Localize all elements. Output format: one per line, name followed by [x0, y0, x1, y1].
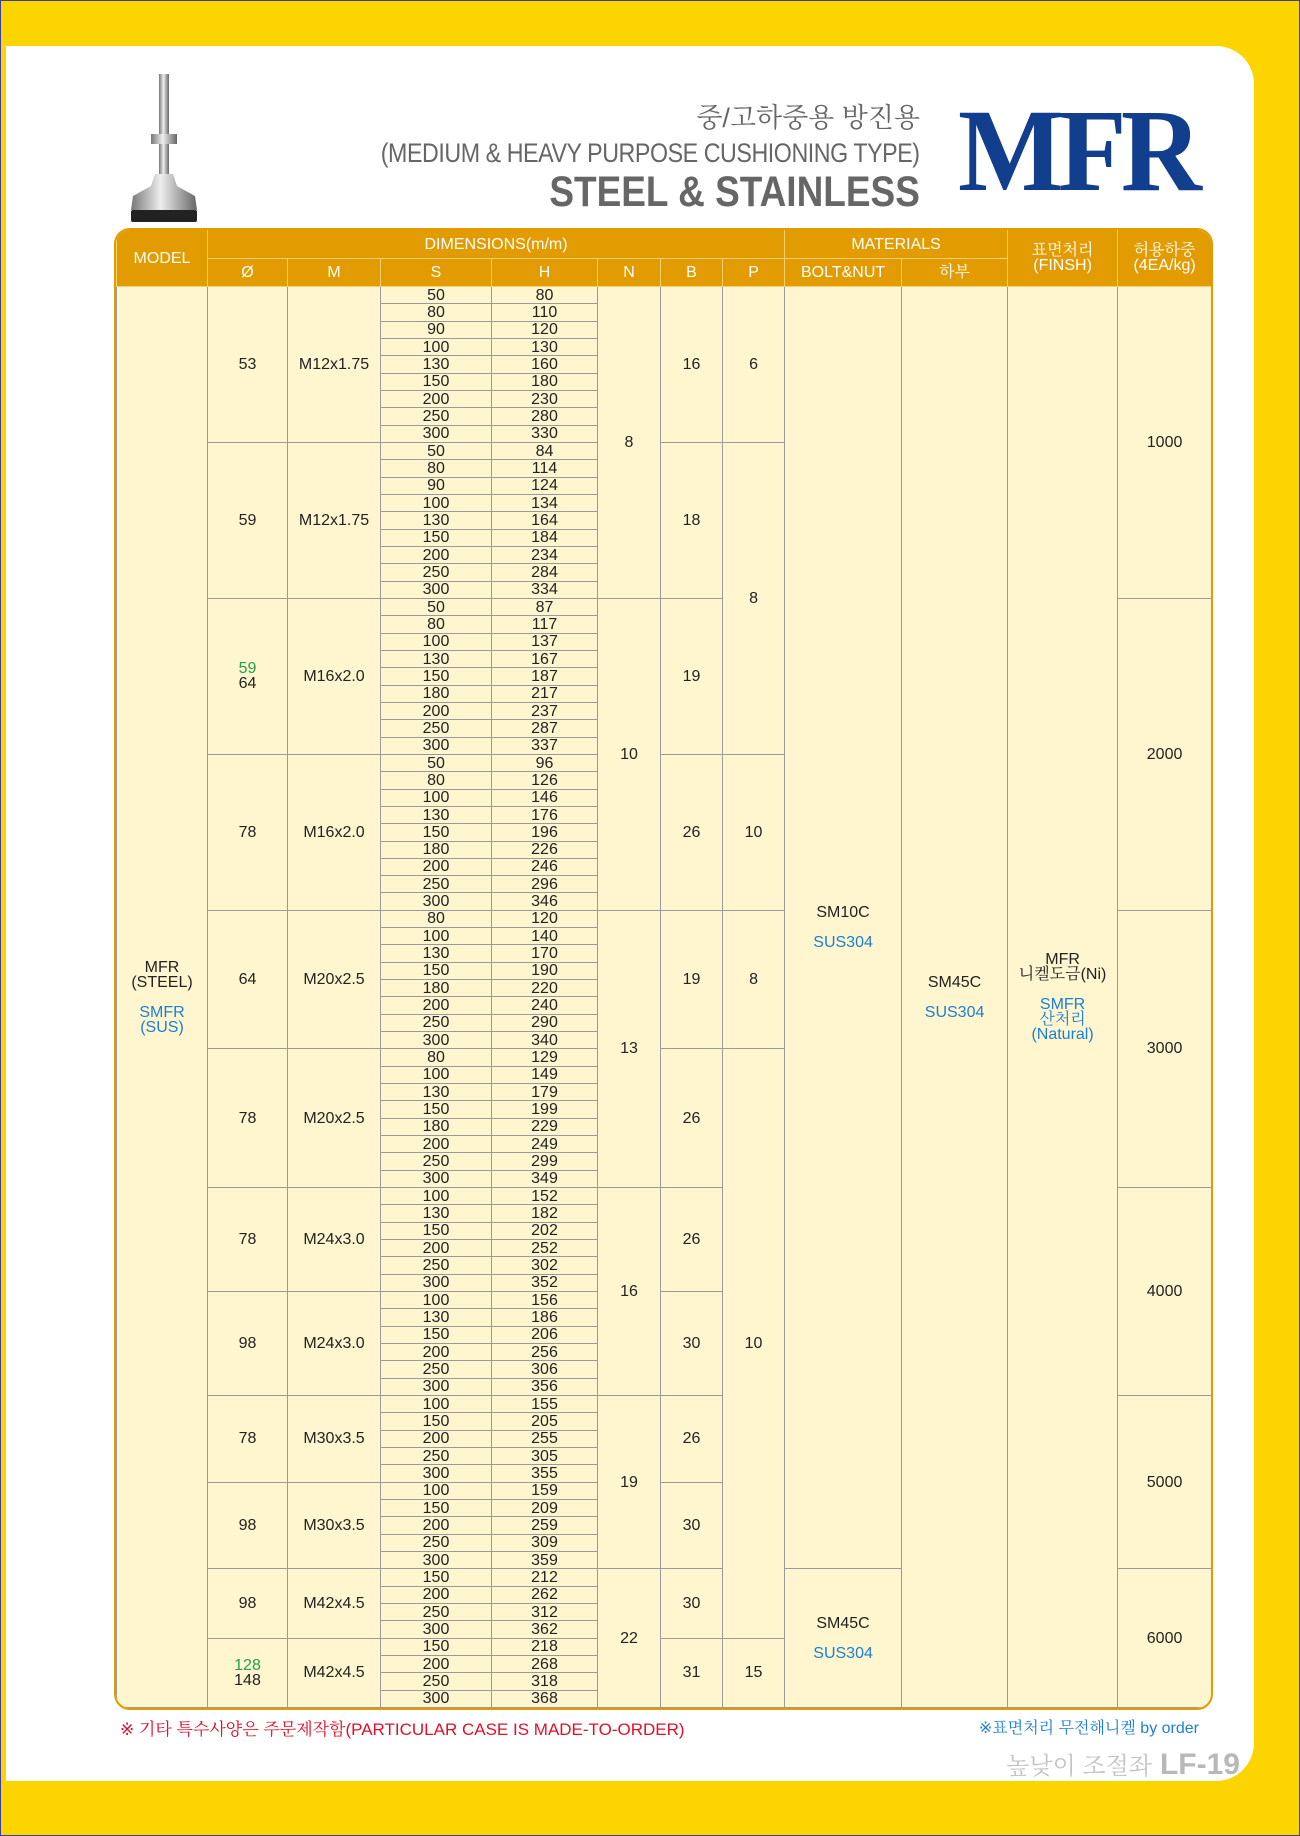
h-cell: 129 [492, 1049, 598, 1066]
header-n: N [598, 259, 661, 287]
s-cell: 80 [381, 910, 492, 927]
s-cell: 250 [381, 720, 492, 737]
s-cell: 150 [381, 1499, 492, 1516]
s-cell: 100 [381, 1066, 492, 1083]
h-cell: 306 [492, 1361, 598, 1378]
s-cell: 200 [381, 997, 492, 1014]
spec-table-container [114, 228, 1213, 1710]
h-cell: 226 [492, 841, 598, 858]
header-dimensions: DIMENSIONS(m/m) [208, 230, 785, 259]
s-cell: 200 [381, 546, 492, 563]
s-cell: 150 [381, 668, 492, 685]
s-cell: 300 [381, 1690, 492, 1707]
thread-cell: M20x2.5 [288, 1049, 381, 1188]
s-cell: 200 [381, 702, 492, 719]
s-cell: 150 [381, 1638, 492, 1655]
h-cell: 212 [492, 1569, 598, 1586]
h-cell: 346 [492, 893, 598, 910]
b-cell: 26 [661, 1396, 723, 1483]
model-sus-sub: (SUS) [140, 1018, 184, 1036]
h-cell: 309 [492, 1534, 598, 1551]
s-cell: 180 [381, 980, 492, 997]
finish-cell [1008, 287, 1118, 1708]
header-load: 허용하중 (4EA/kg) [1118, 230, 1212, 287]
leveling-foot-icon [125, 74, 205, 224]
h-cell: 340 [492, 1032, 598, 1049]
s-cell: 130 [381, 356, 492, 373]
h-cell: 120 [492, 321, 598, 338]
s-cell: 300 [381, 581, 492, 598]
s-cell: 300 [381, 1170, 492, 1187]
finish-sus-sub: 산처리 [1039, 1011, 1086, 1028]
b-cell: 30 [661, 1482, 723, 1569]
s-cell: 150 [381, 962, 492, 979]
diameter-cell [208, 1482, 288, 1569]
s-cell: 300 [381, 1621, 492, 1638]
header-finish: 표면처리 (FINSH) [1008, 230, 1118, 287]
diameter: 53 [238, 355, 257, 373]
base-material-cell [902, 287, 1008, 1708]
h-cell: 305 [492, 1447, 598, 1464]
h-cell: 262 [492, 1586, 598, 1603]
h-cell: 259 [492, 1517, 598, 1534]
title-korean: 중/고하중용 방진용 [696, 103, 920, 133]
h-cell: 355 [492, 1465, 598, 1482]
s-cell: 250 [381, 564, 492, 581]
s-cell: 100 [381, 789, 492, 806]
load-cell: 6000 [1118, 1569, 1212, 1708]
h-cell: 299 [492, 1153, 598, 1170]
diameter: 98 [238, 1335, 257, 1353]
h-cell: 196 [492, 824, 598, 841]
h-cell: 312 [492, 1603, 598, 1620]
h-cell: 287 [492, 720, 598, 737]
h-cell: 230 [492, 390, 598, 407]
diameter: 59 [238, 511, 257, 529]
s-cell: 100 [381, 494, 492, 511]
s-cell: 250 [381, 1361, 492, 1378]
thread-cell: M24x3.0 [288, 1188, 381, 1292]
p-cell: 8 [723, 442, 785, 754]
thread-cell: M12x1.75 [288, 287, 381, 443]
s-cell: 150 [381, 824, 492, 841]
header-bolt: BOLT&NUT [785, 259, 902, 287]
p-cell: 6 [723, 287, 785, 443]
thread-cell: M30x3.5 [288, 1396, 381, 1483]
s-cell: 300 [381, 737, 492, 754]
s-cell: 250 [381, 1673, 492, 1690]
diameter-cell [208, 910, 288, 1049]
s-cell: 80 [381, 1049, 492, 1066]
s-cell: 200 [381, 1240, 492, 1257]
h-cell: 330 [492, 425, 598, 442]
header-phi: Ø [208, 259, 288, 287]
h-cell: 356 [492, 1378, 598, 1395]
h-cell: 218 [492, 1638, 598, 1655]
b-cell: 19 [661, 910, 723, 1049]
header-p: P [723, 259, 785, 287]
h-cell: 205 [492, 1413, 598, 1430]
h-cell: 352 [492, 1274, 598, 1291]
header-materials: MATERIALS [785, 230, 1008, 259]
h-cell: 184 [492, 529, 598, 546]
s-cell: 50 [381, 598, 492, 615]
h-cell: 159 [492, 1482, 598, 1499]
h-cell: 180 [492, 373, 598, 390]
note-made-to-order: ※ 기타 특수사양은 주문제작함(PARTICULAR CASE IS MADE-TO-ORDER) [120, 1720, 685, 1739]
n-cell: 22 [598, 1569, 661, 1708]
diameter-alt: 128 [234, 1656, 261, 1674]
bolt-material-sus: SUS304 [813, 934, 873, 952]
h-cell: 120 [492, 910, 598, 927]
s-cell: 200 [381, 858, 492, 875]
h-cell: 337 [492, 737, 598, 754]
s-cell: 150 [381, 1569, 492, 1586]
h-cell: 368 [492, 1690, 598, 1707]
h-cell: 155 [492, 1396, 598, 1413]
p-cell: 8 [723, 910, 785, 1049]
h-cell: 96 [492, 754, 598, 771]
h-cell: 160 [492, 356, 598, 373]
p-cell: 15 [723, 1638, 785, 1707]
bolt-material: SM45C [816, 1614, 870, 1632]
thread-cell: M12x1.75 [288, 442, 381, 598]
thread-cell: M24x3.0 [288, 1292, 381, 1396]
h-cell: 252 [492, 1240, 598, 1257]
diameter: 78 [238, 1109, 257, 1127]
s-cell: 150 [381, 1101, 492, 1118]
model-steel-sub: (STEEL) [131, 973, 193, 991]
diameter-cell [208, 1292, 288, 1396]
page-footer [1006, 1746, 1240, 1782]
s-cell: 80 [381, 616, 492, 633]
h-cell: 187 [492, 668, 598, 685]
b-cell: 26 [661, 1188, 723, 1292]
footer-category: 높낮이 조절좌 [1006, 1753, 1152, 1780]
h-cell: 152 [492, 1188, 598, 1205]
s-cell: 50 [381, 442, 492, 459]
h-cell: 290 [492, 1014, 598, 1031]
s-cell: 300 [381, 425, 492, 442]
diameter: 64 [238, 971, 257, 989]
s-cell: 100 [381, 1292, 492, 1309]
s-cell: 130 [381, 945, 492, 962]
h-cell: 206 [492, 1326, 598, 1343]
thread-cell: M16x2.0 [288, 598, 381, 754]
s-cell: 300 [381, 893, 492, 910]
n-cell: 10 [598, 598, 661, 910]
s-cell: 200 [381, 1430, 492, 1447]
n-cell: 16 [598, 1188, 661, 1396]
h-cell: 186 [492, 1309, 598, 1326]
s-cell: 80 [381, 772, 492, 789]
base-material-sus: SUS304 [924, 1003, 985, 1021]
finish-steel-sub: 니켈도금(Ni) [1018, 966, 1107, 983]
h-cell: 349 [492, 1170, 598, 1187]
s-cell: 200 [381, 1655, 492, 1672]
h-cell: 249 [492, 1136, 598, 1153]
h-cell: 179 [492, 1084, 598, 1101]
h-cell: 318 [492, 1673, 598, 1690]
load-cell: 4000 [1118, 1188, 1212, 1396]
n-cell: 19 [598, 1396, 661, 1569]
s-cell: 250 [381, 1153, 492, 1170]
s-cell: 250 [381, 1257, 492, 1274]
thread-cell: M20x2.5 [288, 910, 381, 1049]
s-cell: 200 [381, 1586, 492, 1603]
n-cell: 8 [598, 287, 661, 599]
b-cell: 16 [661, 287, 723, 443]
model-steel: MFR [144, 958, 180, 976]
s-cell: 150 [381, 1326, 492, 1343]
h-cell: 167 [492, 650, 598, 667]
model-sus: SMFR [139, 1003, 185, 1021]
s-cell: 150 [381, 529, 492, 546]
s-cell: 130 [381, 1309, 492, 1326]
s-cell: 90 [381, 477, 492, 494]
diameter-cell [208, 442, 288, 598]
thread-cell: M42x4.5 [288, 1569, 381, 1638]
h-cell: 140 [492, 928, 598, 945]
s-cell: 100 [381, 633, 492, 650]
h-cell: 114 [492, 460, 598, 477]
mfr-logo: MFR [958, 85, 1197, 216]
s-cell: 250 [381, 1603, 492, 1620]
s-cell: 200 [381, 390, 492, 407]
b-cell: 18 [661, 442, 723, 598]
s-cell: 100 [381, 1396, 492, 1413]
s-cell: 300 [381, 1378, 492, 1395]
spec-table [116, 230, 1212, 1708]
finish-sus-sub2: (Natural) [1031, 1026, 1094, 1043]
h-cell: 134 [492, 494, 598, 511]
h-cell: 87 [492, 598, 598, 615]
page-number: LF-19 [1159, 1748, 1240, 1781]
s-cell: 150 [381, 1413, 492, 1430]
s-cell: 50 [381, 287, 492, 304]
title-english: (MEDIUM & HEAVY PURPOSE CUSHIONING TYPE) [381, 138, 920, 168]
h-cell: 202 [492, 1222, 598, 1239]
model-cell [117, 287, 208, 1708]
thread-cell: M30x3.5 [288, 1482, 381, 1569]
s-cell: 300 [381, 1551, 492, 1568]
h-cell: 280 [492, 408, 598, 425]
s-cell: 200 [381, 1136, 492, 1153]
spec-table-body [117, 287, 1212, 1708]
h-cell: 130 [492, 338, 598, 355]
h-cell: 126 [492, 772, 598, 789]
thread-cell: M16x2.0 [288, 754, 381, 910]
h-cell: 284 [492, 564, 598, 581]
s-cell: 130 [381, 1205, 492, 1222]
diameter-cell [208, 598, 288, 754]
finish-sus: SMFR [1039, 996, 1086, 1013]
h-cell: 170 [492, 945, 598, 962]
header-s: S [381, 259, 492, 287]
table-row [117, 287, 1212, 304]
h-cell: 240 [492, 997, 598, 1014]
s-cell: 150 [381, 373, 492, 390]
subtitle: STEEL & STAINLESS [549, 168, 920, 216]
s-cell: 300 [381, 1465, 492, 1482]
s-cell: 250 [381, 876, 492, 893]
diameter-cell [208, 1396, 288, 1483]
diameter-cell [208, 1188, 288, 1292]
s-cell: 80 [381, 460, 492, 477]
s-cell: 100 [381, 1482, 492, 1499]
h-cell: 256 [492, 1344, 598, 1361]
s-cell: 100 [381, 338, 492, 355]
diameter-cell [208, 1049, 288, 1188]
b-cell: 30 [661, 1569, 723, 1638]
s-cell: 180 [381, 1118, 492, 1135]
h-cell: 199 [492, 1101, 598, 1118]
load-cell: 1000 [1118, 287, 1212, 599]
s-cell: 130 [381, 650, 492, 667]
finish-steel: MFR [1045, 951, 1080, 968]
diameter: 148 [234, 1671, 261, 1689]
h-cell: 164 [492, 512, 598, 529]
header-model: MODEL [117, 230, 208, 287]
p-cell: 10 [723, 754, 785, 910]
s-cell: 200 [381, 1517, 492, 1534]
s-cell: 100 [381, 928, 492, 945]
h-cell: 362 [492, 1621, 598, 1638]
s-cell: 250 [381, 408, 492, 425]
s-cell: 80 [381, 304, 492, 321]
header-h: H [492, 259, 598, 287]
h-cell: 359 [492, 1551, 598, 1568]
h-cell: 234 [492, 546, 598, 563]
note-finish: ※표면처리 무전해니켈 by order [978, 1720, 1199, 1737]
bolt-material-cell [785, 287, 902, 1569]
h-cell: 117 [492, 616, 598, 633]
s-cell: 200 [381, 1344, 492, 1361]
s-cell: 250 [381, 1534, 492, 1551]
diameter-alt: 59 [238, 660, 257, 678]
h-cell: 190 [492, 962, 598, 979]
header-base: 하부 [902, 259, 1008, 287]
diameter: 64 [238, 675, 257, 693]
load-cell: 2000 [1118, 598, 1212, 910]
h-cell: 217 [492, 685, 598, 702]
s-cell: 130 [381, 512, 492, 529]
h-cell: 209 [492, 1499, 598, 1516]
h-cell: 229 [492, 1118, 598, 1135]
s-cell: 300 [381, 1032, 492, 1049]
h-cell: 156 [492, 1292, 598, 1309]
h-cell: 146 [492, 789, 598, 806]
h-cell: 246 [492, 858, 598, 875]
p-cell: 10 [723, 1049, 785, 1638]
h-cell: 176 [492, 806, 598, 823]
h-cell: 137 [492, 633, 598, 650]
diameter-cell [208, 754, 288, 910]
n-cell: 13 [598, 910, 661, 1187]
b-cell: 31 [661, 1638, 723, 1707]
s-cell: 180 [381, 841, 492, 858]
h-cell: 124 [492, 477, 598, 494]
h-cell: 255 [492, 1430, 598, 1447]
h-cell: 296 [492, 876, 598, 893]
h-cell: 149 [492, 1066, 598, 1083]
b-cell: 26 [661, 754, 723, 910]
bolt-material-sus: SUS304 [813, 1644, 873, 1662]
b-cell: 30 [661, 1292, 723, 1396]
s-cell: 50 [381, 754, 492, 771]
h-cell: 268 [492, 1655, 598, 1672]
s-cell: 300 [381, 1274, 492, 1291]
diameter: 78 [238, 1231, 257, 1249]
s-cell: 250 [381, 1014, 492, 1031]
h-cell: 302 [492, 1257, 598, 1274]
s-cell: 180 [381, 685, 492, 702]
h-cell: 334 [492, 581, 598, 598]
h-cell: 182 [492, 1205, 598, 1222]
diameter: 98 [238, 1516, 257, 1534]
header-m: M [288, 259, 381, 287]
s-cell: 90 [381, 321, 492, 338]
h-cell: 220 [492, 980, 598, 997]
diameter-cell [208, 1569, 288, 1638]
diameter-cell [208, 1638, 288, 1707]
h-cell: 110 [492, 304, 598, 321]
s-cell: 130 [381, 1084, 492, 1101]
thread-cell: M42x4.5 [288, 1638, 381, 1707]
header-b: B [661, 259, 723, 287]
b-cell: 19 [661, 598, 723, 754]
base-material: SM45C [927, 973, 982, 991]
load-cell: 3000 [1118, 910, 1212, 1187]
s-cell: 250 [381, 1447, 492, 1464]
h-cell: 80 [492, 287, 598, 304]
s-cell: 150 [381, 1222, 492, 1239]
s-cell: 130 [381, 806, 492, 823]
load-cell: 5000 [1118, 1396, 1212, 1569]
h-cell: 84 [492, 442, 598, 459]
h-cell: 237 [492, 702, 598, 719]
bolt-material: SM10C [816, 904, 870, 922]
diameter: 98 [238, 1594, 257, 1612]
diameter: 78 [238, 1430, 257, 1448]
diameter-cell [208, 287, 288, 443]
bolt-material-cell [785, 1569, 902, 1708]
s-cell: 100 [381, 1188, 492, 1205]
b-cell: 26 [661, 1049, 723, 1188]
diameter: 78 [238, 823, 257, 841]
